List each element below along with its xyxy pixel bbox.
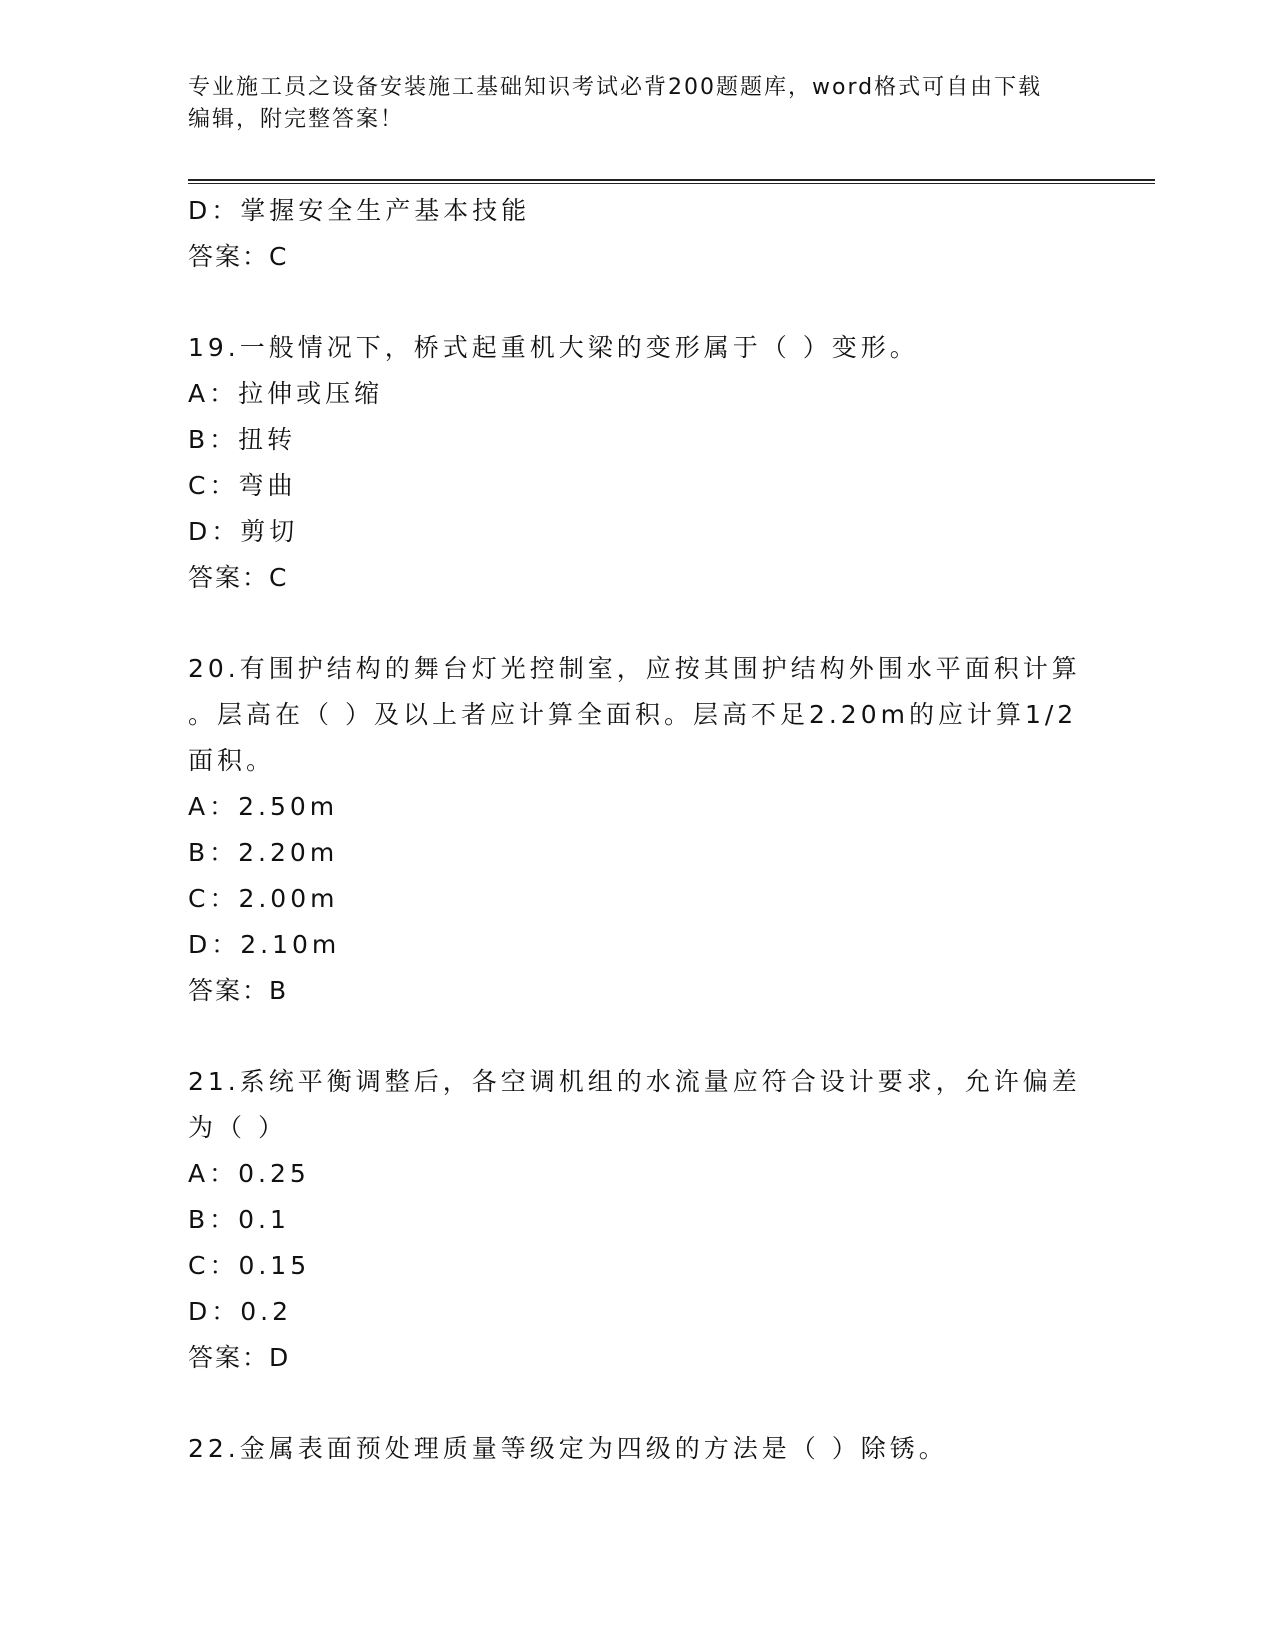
question-stem-line-2: 为（ ） [188,1113,287,1142]
option-d: D：2.10m [188,930,341,959]
spacer [188,1014,1088,1059]
option-a: A：拉伸或压缩 [188,379,384,408]
question-21 [188,1059,1088,1381]
question-stem-line-1: 20.有围护结构的舞台灯光控制室，应按其围护结构外围水平面积计算 [188,654,1081,683]
question-stem-line-3: 面积。 [188,746,276,775]
option-c: C：弯曲 [188,471,297,500]
option-b: B：2.20m [188,838,339,867]
question-22 [188,1426,1088,1472]
spacer [188,280,1088,325]
answer-line: 答案：B [188,976,289,1005]
question-stem: 19.一般情况下，桥式起重机大梁的变形属于（ ）变形。 [188,333,919,362]
option-b: B：0.1 [188,1205,290,1234]
question-list [188,188,1088,1472]
answer-line: 答案：D [188,1343,291,1372]
option-d: D：掌握安全生产基本技能 [188,196,531,225]
option-c: C：0.15 [188,1251,311,1280]
header-line-2: 编辑，附完整答案！ [188,107,405,132]
question-19 [188,325,1088,601]
answer-line: 答案：C [188,242,289,271]
answer-line: 答案：C [188,563,289,592]
header-line-1: 专业施工员之设备安装施工基础知识考试必背200题题库，word格式可自由下载 [188,75,1043,100]
question-stem-line-2: 。层高在（ ）及以上者应计算全面积。层高不足2.20m的应计算1/2 [188,700,1078,729]
option-a: A：2.50m [188,792,339,821]
option-d: D：剪切 [188,517,299,546]
question-18-tail [188,188,1088,280]
question-stem: 22.金属表面预处理质量等级定为四级的方法是（ ）除锈。 [188,1434,948,1463]
spacer [188,1381,1088,1426]
document-header [188,72,1068,136]
option-b: B：扭转 [188,425,297,454]
option-a: A：0.25 [188,1159,310,1188]
spacer [188,601,1088,646]
question-stem-line-1: 21.系统平衡调整后，各空调机组的水流量应符合设计要求，允许偏差 [188,1067,1081,1096]
question-20 [188,646,1088,1014]
header-divider [188,179,1155,184]
option-c: C：2.00m [188,884,339,913]
option-d: D：0.2 [188,1297,293,1326]
